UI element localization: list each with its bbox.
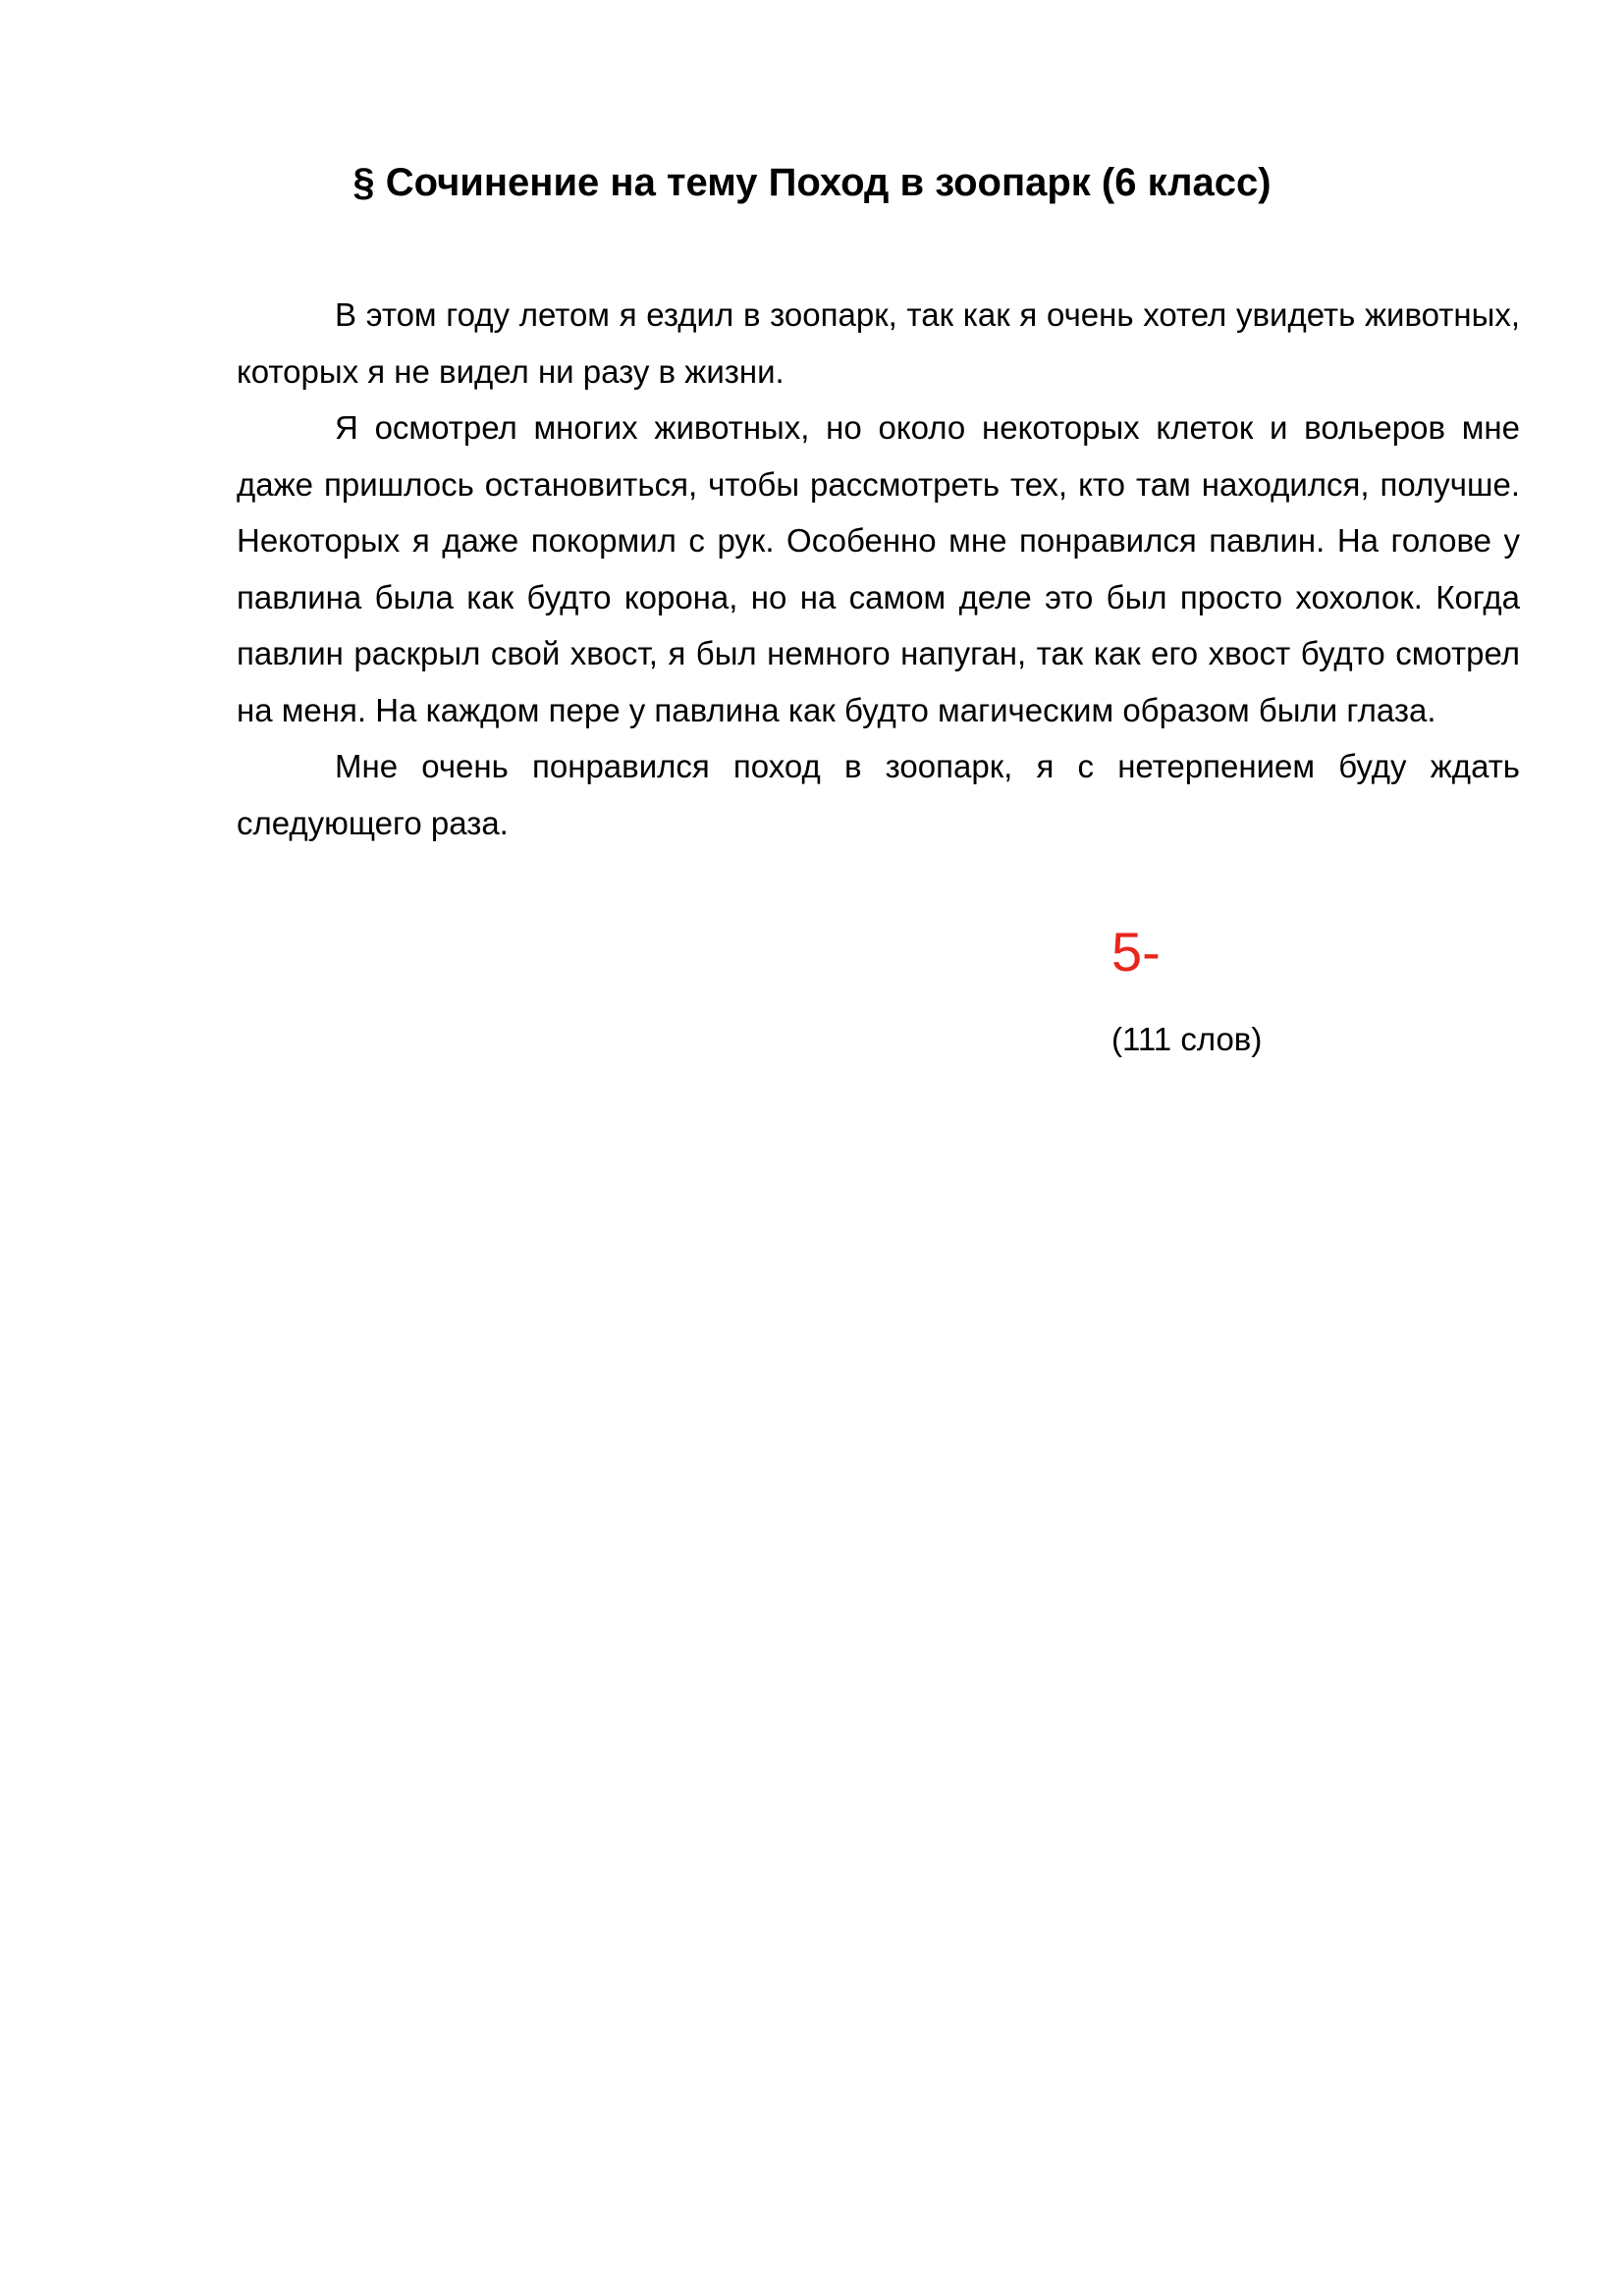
essay-paragraph-1: В этом году летом я ездил в зоопарк, так как я очень хотел увидеть животных, которых я не видел ни разу в жизни. xyxy=(237,296,1520,390)
essay-paragraph-3: Мне очень понравился поход в зоопарк, я с нетерпением буду ждать следующего раза. xyxy=(237,748,1520,841)
essay-body xyxy=(237,287,1520,851)
word-count: (111 слов) xyxy=(1111,1021,1263,1057)
essay-title: § Сочинение на тему Поход в зоопарк (6 класс) xyxy=(352,161,1272,204)
grade-mark: 5- xyxy=(1111,921,1161,983)
essay-paragraph-2: Я осмотрел многих животных, но около некоторых клеток и вольеров мне даже пришлось остановиться, чтобы рассмотреть тех, кто там находился, получше. Некоторых я даже покормил с рук. Особенно мне понравился павлин. На голове у павлина была как будто корона, но на самом деле это был просто хохолок. Когда павлин раскрыл свой хвост, я был немного напуган, так как его хвост будто смотрел на меня. На каждом пере у павлина как будто магическим образом были глаза. xyxy=(237,409,1520,728)
